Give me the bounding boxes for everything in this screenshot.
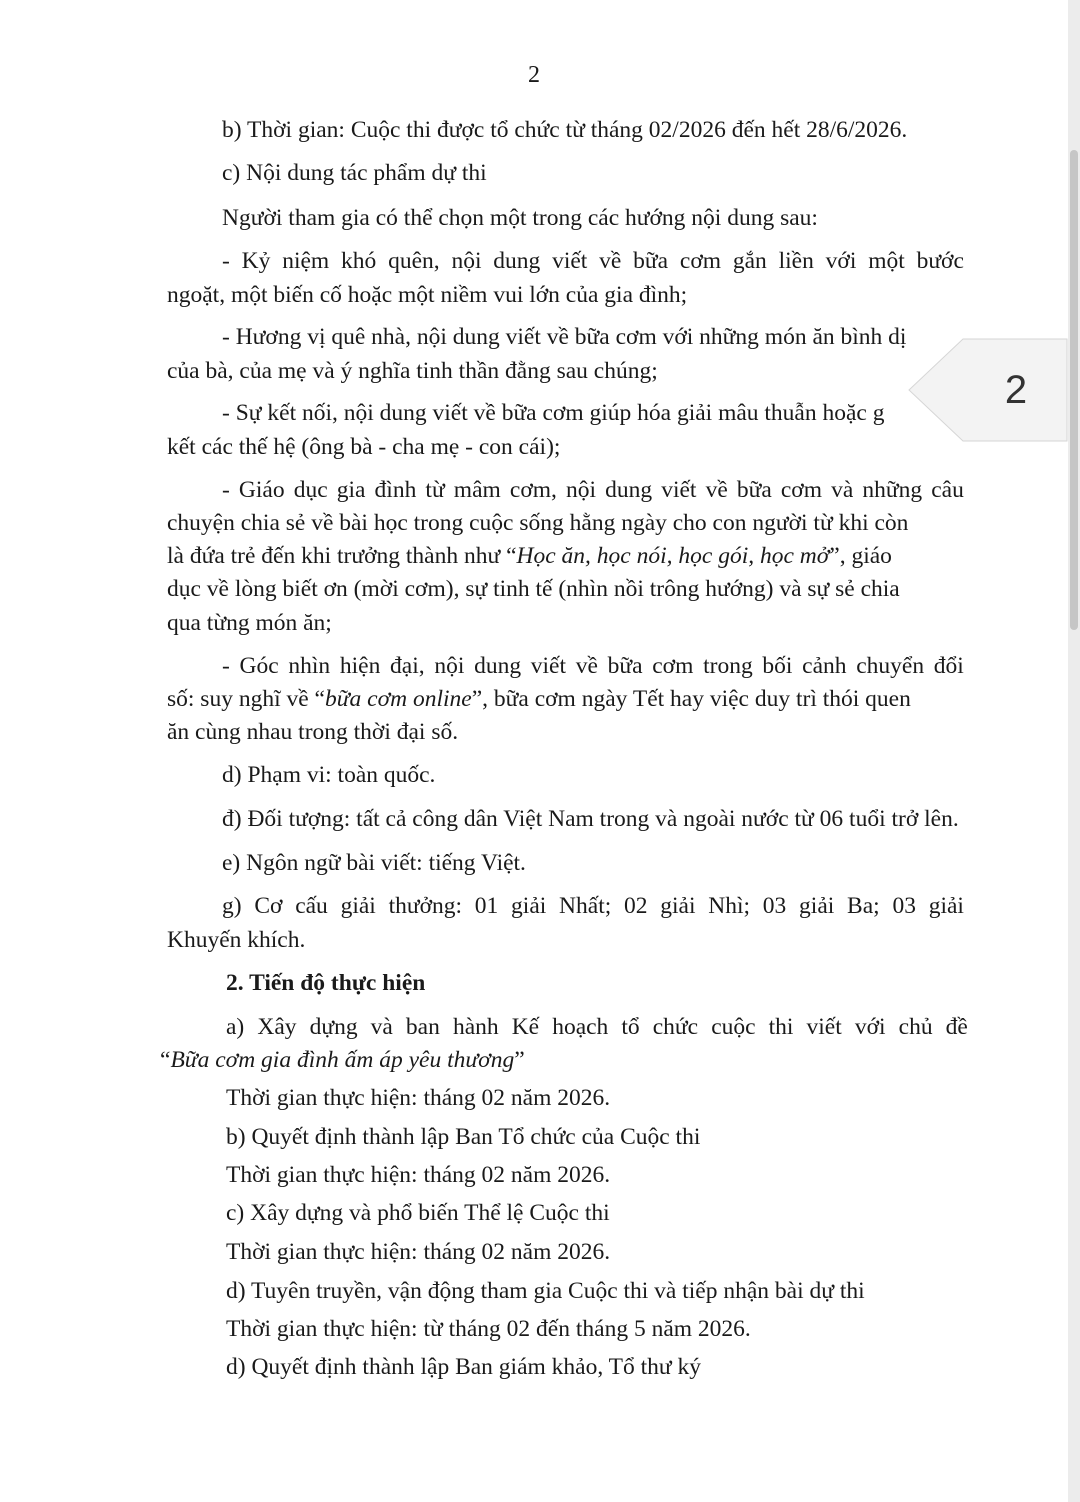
- word: viết: [552, 248, 588, 274]
- word: g): [222, 893, 242, 919]
- word: dung: [605, 477, 653, 503]
- word: nội: [434, 653, 465, 679]
- word: viết: [530, 653, 567, 679]
- justified-text: [222, 655, 964, 679]
- word: câu: [931, 477, 964, 503]
- word: dựng: [309, 1014, 358, 1040]
- text-line: [222, 250, 964, 274]
- text-line: e) Ngôn ngữ bài viết: tiếng Việt.: [222, 850, 526, 876]
- text-line: d) Quyết định thành lập Ban giám khảo, Tổ thư ký: [226, 1354, 702, 1380]
- scrollbar-thumb[interactable]: [1070, 150, 1078, 630]
- word: -: [222, 477, 230, 503]
- word: và: [831, 477, 854, 503]
- text-line: c) Xây dựng và phổ biến Thể lệ Cuộc thi: [226, 1200, 610, 1226]
- page-indicator-number: 2: [1004, 367, 1028, 412]
- word: niệm: [282, 248, 330, 274]
- quoted-phrase: Bữa cơm gia đình ấm áp yêu thương: [170, 1047, 515, 1073]
- text-segment: số: suy nghĩ về “: [167, 686, 325, 712]
- word: thi: [768, 1014, 794, 1040]
- word: cảnh: [802, 653, 847, 679]
- text-line: [222, 479, 964, 503]
- text-line: kết các thế hệ (ông bà - cha mẹ - con cái);: [167, 434, 561, 460]
- word: ban: [405, 1014, 440, 1040]
- text-segment: ”, bữa cơm ngày Tết hay việc duy trì thói quen: [471, 686, 911, 712]
- justified-text: [226, 1016, 968, 1040]
- text-line: của bà, của mẹ và ý nghĩa tinh thần đằng sau chúng;: [167, 358, 658, 384]
- word: hoạch: [552, 1014, 609, 1040]
- text-line: - Hương vị quê nhà, nội dung viết về bữa cơm với những món ăn bình dị: [222, 324, 907, 350]
- word: một: [868, 248, 905, 274]
- word: những: [862, 477, 923, 503]
- text-line: dục về lòng biết ơn (mời cơm), sự tinh tế (nhìn nồi trông hướng) và sự sẻ chia: [167, 576, 900, 602]
- word: bữa: [633, 248, 669, 274]
- word: bữa: [607, 653, 643, 679]
- text-line: - Sự kết nối, nội dung viết về bữa cơm giúp hóa giải mâu thuẫn hoặc g: [222, 400, 885, 426]
- text-line: Người tham gia có thể chọn một trong các hướng nội dung sau:: [222, 205, 818, 231]
- word: nhìn: [288, 653, 331, 679]
- text-line: Thời gian thực hiện: tháng 02 năm 2026.: [226, 1162, 611, 1188]
- word: cơm: [652, 653, 694, 679]
- word: bối: [762, 653, 793, 679]
- text-segment: ”: [514, 1047, 525, 1073]
- text-line: đ) Đối tượng: tất cả công dân Việt Nam trong và ngoài nước từ 06 tuổi trở lên.: [222, 806, 959, 832]
- page-number: 2: [528, 62, 540, 88]
- section-heading: 2. Tiến độ thực hiện: [226, 970, 426, 996]
- text-segment: ”, giáo: [829, 543, 892, 569]
- text-line: qua từng món ăn;: [167, 610, 332, 636]
- text-line: ăn cùng nhau trong thời đại số.: [167, 719, 459, 745]
- word: đại,: [390, 653, 425, 679]
- word: trong: [703, 653, 753, 679]
- text-line: [222, 895, 964, 919]
- word: cấu: [295, 893, 328, 919]
- quoted-phrase: Học ăn, học nói, học gói, học mở: [516, 543, 830, 569]
- word: nội: [451, 248, 482, 274]
- justified-text: [222, 479, 964, 503]
- text-segment: là đứa trẻ đến khi trưởng thành như “: [167, 543, 517, 569]
- page-indicator: [908, 338, 1068, 442]
- word: khó: [341, 248, 377, 274]
- word: dung: [474, 653, 522, 679]
- text-segment: “: [160, 1047, 171, 1073]
- word: gia: [336, 477, 366, 503]
- word: chức: [652, 1014, 699, 1040]
- word: -: [222, 248, 230, 274]
- word: về: [705, 477, 728, 503]
- word: a): [226, 1014, 245, 1040]
- text-line: [226, 1016, 968, 1040]
- text-line: Khuyến khích.: [167, 927, 306, 953]
- word: Cơ: [254, 893, 283, 919]
- word: dục: [293, 477, 328, 503]
- word: đổi: [933, 653, 964, 679]
- word: từ: [425, 477, 445, 503]
- word: quên,: [388, 248, 440, 274]
- word: Giáo: [238, 477, 285, 503]
- word: hành: [452, 1014, 499, 1040]
- word: Góc: [239, 653, 279, 679]
- text-line: ngoặt, một biến cố hoặc một niềm vui lớn của gia đình;: [167, 282, 688, 308]
- text-line: b) Thời gian: Cuộc thi được tổ chức từ tháng 02/2026 đến hết 28/6/2026.: [222, 117, 908, 143]
- word: tổ: [621, 1014, 640, 1040]
- word: Kế: [511, 1014, 540, 1040]
- text-line: [167, 688, 911, 712]
- text-line: c) Nội dung tác phẩm dự thi: [222, 160, 487, 186]
- word: Nhì;: [708, 893, 751, 919]
- word: chủ: [898, 1014, 933, 1040]
- word: mâm: [453, 477, 501, 503]
- word: hiện: [339, 653, 381, 679]
- word: viết: [806, 1014, 842, 1040]
- text-line: Thời gian thực hiện: tháng 02 năm 2026.: [226, 1085, 611, 1111]
- word: cơm: [679, 248, 722, 274]
- word: về: [575, 653, 598, 679]
- word: đình: [374, 477, 417, 503]
- justified-text: [222, 895, 964, 919]
- word: với: [825, 248, 857, 274]
- text-line: b) Quyết định thành lập Ban Tổ chức của Cuộc thi: [226, 1124, 701, 1150]
- word: viết: [661, 477, 697, 503]
- word: 03: [762, 893, 787, 919]
- justified-text: [222, 250, 964, 274]
- word: bước: [916, 248, 964, 274]
- word: dung: [493, 248, 541, 274]
- text-line: [222, 655, 964, 679]
- text-line: d) Tuyên truyền, vận động tham gia Cuộc thi và tiếp nhận bài dự thi: [226, 1278, 865, 1304]
- word: Kỷ: [241, 248, 271, 274]
- text-line: chuyện chia sẻ về bài học trong cuộc sống hằng ngày cho con người từ khi còn: [167, 510, 909, 536]
- word: cơm: [780, 477, 822, 503]
- text-line: d) Phạm vi: toàn quốc.: [222, 762, 436, 788]
- word: liền: [778, 248, 814, 274]
- word: đề: [945, 1014, 968, 1040]
- text-line: Thời gian thực hiện: từ tháng 02 đến tháng 5 năm 2026.: [226, 1316, 751, 1342]
- word: -: [222, 653, 230, 679]
- word: với: [854, 1014, 886, 1040]
- word: 01: [474, 893, 499, 919]
- word: nội: [566, 477, 597, 503]
- quoted-phrase: bữa cơm online: [324, 686, 472, 712]
- word: giải: [340, 893, 376, 919]
- text-line: [167, 545, 892, 569]
- word: cơm,: [509, 477, 557, 503]
- word: Ba;: [847, 893, 880, 919]
- word: về: [599, 248, 622, 274]
- word: gắn: [732, 248, 767, 274]
- word: giải: [660, 893, 696, 919]
- word: 02: [624, 893, 648, 919]
- word: thưởng:: [388, 893, 463, 919]
- text-line: Thời gian thực hiện: tháng 02 năm 2026.: [226, 1239, 611, 1265]
- word: giải: [799, 893, 835, 919]
- word: cuộc: [711, 1014, 756, 1040]
- text-line: [160, 1049, 525, 1073]
- word: giải: [928, 893, 964, 919]
- word: 03: [892, 893, 916, 919]
- word: Nhất;: [559, 893, 612, 919]
- word: giải: [511, 893, 547, 919]
- word: chuyển: [856, 653, 925, 679]
- word: Xây: [257, 1014, 297, 1040]
- word: và: [370, 1014, 393, 1040]
- word: bữa: [736, 477, 772, 503]
